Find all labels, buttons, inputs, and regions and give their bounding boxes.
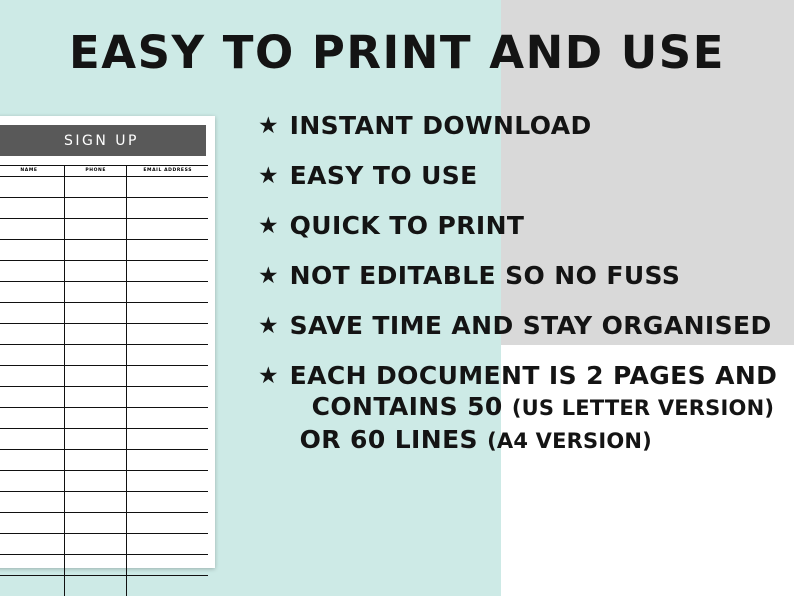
table-cell [127,576,208,596]
column-header-name: NAME [0,166,64,177]
feature-line-3 [290,424,778,457]
table-cell [64,492,126,513]
table-cell [0,198,64,219]
table-cell [0,534,64,555]
table-row [0,366,208,387]
list-item [258,110,788,141]
table-header-row [0,166,208,177]
sign-up-table [0,165,208,596]
list-item [258,160,788,191]
feature-list [258,110,788,476]
table-cell [127,555,208,576]
table-row [0,576,208,596]
table-cell [0,366,64,387]
feature-label: INSTANT DOWNLOAD [289,111,592,140]
table-cell [0,303,64,324]
table-cell [0,450,64,471]
feature-label-multiline [290,360,778,457]
table-cell [64,429,126,450]
table-cell [64,534,126,555]
page-title: EASY TO PRINT AND USE [69,26,725,79]
table-cell [64,198,126,219]
table-cell [0,408,64,429]
table-row [0,198,208,219]
table-cell [64,387,126,408]
table-cell [64,471,126,492]
list-item [258,310,788,341]
table-row [0,282,208,303]
feature-line-2 [290,391,778,424]
table-row [0,324,208,345]
table-cell [64,219,126,240]
feature-label: NOT EDITABLE SO NO FUSS [289,261,681,290]
table-cell [0,282,64,303]
list-item [258,260,788,291]
feature-line-3-main: OR 60 LINES [299,425,488,454]
feature-line-1: EACH DOCUMENT IS 2 PAGES AND [289,361,778,390]
feature-line-3-note: (A4 VERSION) [487,429,652,453]
table-cell [127,366,208,387]
feature-label: QUICK TO PRINT [289,211,525,240]
sign-up-sheet-preview [0,116,215,568]
feature-label: EASY TO USE [289,161,478,190]
table-cell [64,282,126,303]
star-icon: ★ [258,212,279,238]
feature-label: SAVE TIME AND STAY ORGANISED [289,311,772,340]
table-cell [0,345,64,366]
star-icon: ★ [258,112,279,138]
table-cell [127,471,208,492]
table-row [0,177,208,198]
table-cell [0,240,64,261]
table-cell [64,576,126,596]
table-row [0,492,208,513]
table-cell [64,324,126,345]
table-row [0,219,208,240]
table-cell [127,240,208,261]
table-row [0,408,208,429]
column-header-phone: PHONE [64,166,126,177]
table-row [0,261,208,282]
table-row [0,450,208,471]
table-cell [127,534,208,555]
feature-line-2-note: (US LETTER VERSION) [511,396,775,420]
table-cell [127,429,208,450]
table-cell [127,261,208,282]
table-cell [0,429,64,450]
table-row [0,303,208,324]
table-cell [127,324,208,345]
table-cell [0,471,64,492]
table-cell [127,219,208,240]
table-body [0,177,208,596]
table-cell [127,303,208,324]
table-cell [127,513,208,534]
table-cell [64,450,126,471]
table-cell [127,492,208,513]
table-cell [64,240,126,261]
table-row [0,534,208,555]
table-cell [127,282,208,303]
table-cell [64,303,126,324]
sheet-title: SIGN UP [0,125,206,156]
table-cell [127,450,208,471]
table-cell [64,513,126,534]
star-icon: ★ [258,362,279,388]
list-item [258,210,788,241]
table-cell [0,219,64,240]
star-icon: ★ [258,312,279,338]
table-cell [127,387,208,408]
table-cell [0,324,64,345]
table-row [0,387,208,408]
star-icon: ★ [258,162,279,188]
table-cell [64,366,126,387]
table-cell [0,513,64,534]
star-icon: ★ [258,262,279,288]
table-cell [0,576,64,596]
table-cell [127,177,208,198]
table-row [0,471,208,492]
table-cell [0,555,64,576]
list-item [258,360,788,457]
table-cell [0,261,64,282]
table-row [0,240,208,261]
table-cell [0,177,64,198]
table-cell [127,408,208,429]
table-row [0,429,208,450]
table-cell [127,345,208,366]
table-row [0,555,208,576]
table-cell [64,177,126,198]
table-cell [64,261,126,282]
column-header-email: EMAIL ADDRESS [127,166,208,177]
feature-line-2-main: CONTAINS 50 [311,392,512,421]
table-row [0,345,208,366]
table-row [0,513,208,534]
table-cell [0,492,64,513]
table-cell [127,198,208,219]
table-cell [64,555,126,576]
table-cell [64,408,126,429]
table-cell [0,387,64,408]
table-cell [64,345,126,366]
